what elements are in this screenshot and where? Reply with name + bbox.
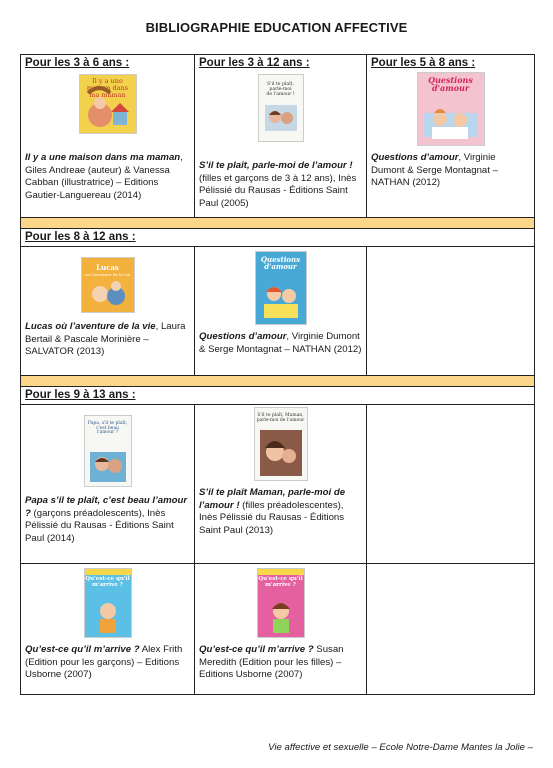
empty-cell: [367, 247, 535, 376]
age-header: Pour les 3 à 12 ans :: [199, 57, 310, 69]
book-details: (filles préadolescentes), Inès Pélissié du Rausas - Éditions Saint Paul (2013): [199, 499, 345, 536]
age-header: Pour les 9 à 13 ans :: [25, 389, 136, 401]
book-cover: S'il te plaît, Maman, parle-moi de l'amour: [254, 407, 308, 481]
book-cover: Qu'est-ce qu'il m'arrive ?: [257, 568, 305, 638]
book-description: [25, 152, 190, 202]
cover-illustration: [259, 75, 303, 141]
age-header: Pour les 8 à 12 ans :: [25, 231, 136, 243]
cover-illustration: [255, 408, 307, 480]
book-title: Qu’est-ce qu’il m’arrive ?: [25, 644, 140, 655]
book-cover: S'il te plaît, parle-moi de l'amour !: [258, 74, 304, 142]
book-cover: Questions d'amour: [255, 251, 307, 325]
table-row: [21, 55, 535, 218]
book-cell: [195, 55, 367, 218]
book-cover: Lucas ou l'aventure de la vie: [81, 257, 135, 313]
section-header-cell: [21, 229, 535, 247]
empty-cell: [367, 564, 535, 695]
book-description: [199, 331, 362, 356]
bibliography-table: [20, 54, 535, 695]
book-details: Alex Frith (Edition pour les garçons) – Editions Usborne (2007): [25, 644, 183, 681]
book-cell: [21, 55, 195, 218]
cover-illustration: [85, 569, 131, 637]
cover-illustration: [85, 416, 131, 486]
book-description: [199, 644, 362, 682]
book-title: Lucas où l’aventure de la vie: [25, 321, 156, 332]
book-description: [199, 160, 362, 210]
book-title: Questions d’amour: [199, 331, 287, 342]
book-details: , Virginie Dumont & Serge Montagnat – NATHAN (2012): [199, 331, 362, 355]
book-description: [25, 321, 190, 359]
book-details: (filles et garçons de 3 à 12 ans), Inès Pélissié du Rausas - Éditions Saint Paul (2005): [199, 172, 357, 209]
book-details: , Giles Andreae (auteur) & Vanessa Cabban (illustratrice) – Editions Gautier-Languereau (2014): [25, 152, 183, 201]
book-cell: [367, 55, 535, 218]
book-cell: [21, 247, 195, 376]
book-cover: Qu'est-ce qu'il m'arrive ?: [84, 568, 132, 638]
book-cell: [195, 405, 367, 564]
table-row: [21, 387, 535, 405]
book-cover: Questions d'amour: [417, 72, 485, 146]
book-cell: [21, 564, 195, 695]
book-cell: [21, 405, 195, 564]
table-row: [21, 564, 535, 695]
book-title: Papa s’il te plaît, c’est beau l’amour ?: [25, 495, 188, 519]
book-cell: [195, 247, 367, 376]
book-details: , Virginie Dumont & Serge Montagnat – NATHAN (2012): [371, 152, 498, 189]
page-title: BIBLIOGRAPHIE EDUCATION AFFECTIVE: [145, 20, 408, 35]
book-description: [25, 495, 190, 545]
book-description: [199, 487, 362, 537]
age-header: Pour les 3 à 6 ans :: [25, 57, 130, 69]
page-footer: Vie affective et sexuelle – Ecole Notre-Dame Mantes la Jolie –: [268, 742, 533, 753]
book-title: S’il te plaît, parle-moi de l’amour !: [199, 160, 353, 171]
table-row: [21, 247, 535, 376]
book-title: Il y a une maison dans ma maman: [25, 152, 181, 163]
book-cover: Papa, s'il te plaît, c'est beau l'amour ?: [84, 415, 132, 487]
book-description: [25, 644, 190, 682]
book-title: Questions d’amour: [371, 152, 459, 163]
cover-illustration: [82, 258, 134, 312]
cover-illustration: [80, 75, 136, 133]
table-row: [21, 405, 535, 564]
section-separator: [21, 218, 535, 229]
book-details: , Laura Bertail & Pascale Morinière – SALVATOR (2013): [25, 321, 186, 358]
book-details: (garçons préadolescents), Inès Pélissié du Rausas - Éditions Saint Paul (2014): [25, 507, 174, 544]
book-cell: [195, 564, 367, 695]
book-cover: Il y a une maison dans ma maman: [79, 74, 137, 134]
empty-cell: [367, 405, 535, 564]
section-header-cell: [21, 387, 535, 405]
book-title: Qu’est-ce qu’il m’arrive ?: [199, 644, 314, 655]
section-separator: [21, 376, 535, 387]
book-description: [371, 152, 530, 190]
age-header: Pour les 5 à 8 ans :: [371, 57, 476, 69]
book-details: Susan Meredith (Edition pour les filles) – Editions Usborne (2007): [199, 644, 344, 681]
cover-illustration: [258, 569, 304, 637]
cover-illustration: [418, 73, 484, 145]
cover-illustration: [256, 252, 306, 324]
table-row: [21, 229, 535, 247]
book-title: S’il te plaît Maman, parle-moi de l’amour !: [199, 487, 346, 511]
